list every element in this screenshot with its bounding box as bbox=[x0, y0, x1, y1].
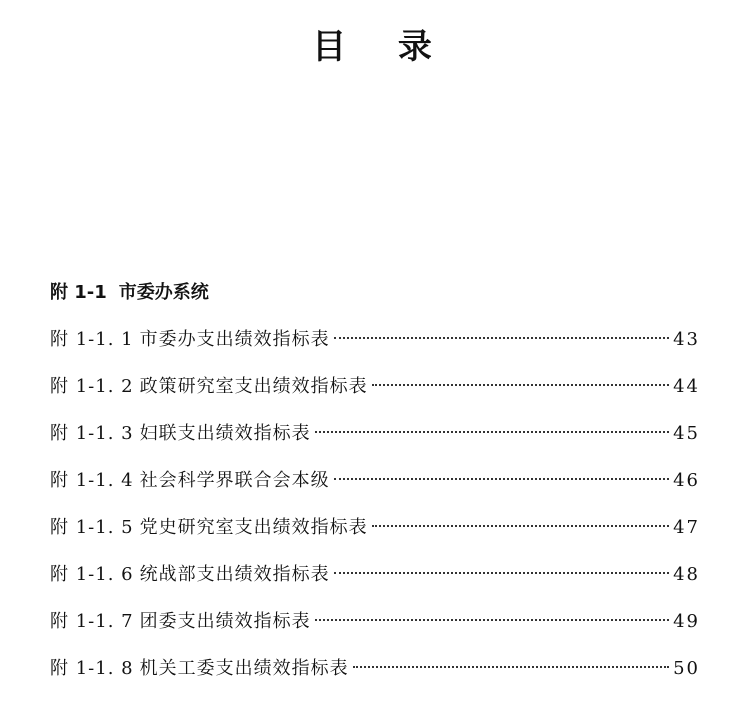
toc-entry-5[interactable] bbox=[50, 508, 700, 555]
toc-entry-label: 团委支出绩效指标表 bbox=[139, 611, 311, 632]
toc-page-number: 47 bbox=[673, 517, 700, 538]
toc-entry-prefix: 附 1-1. 4 bbox=[50, 470, 134, 491]
toc-entry-2[interactable] bbox=[50, 367, 700, 414]
toc-page-number: 46 bbox=[673, 470, 700, 491]
toc-entry-3[interactable] bbox=[50, 414, 700, 461]
toc-page-number: 45 bbox=[673, 423, 700, 444]
toc-entry-6[interactable] bbox=[50, 555, 700, 602]
toc-entry-prefix: 附 1-1. 2 bbox=[50, 376, 134, 397]
toc-entry-prefix: 附 1-1. 5 bbox=[50, 517, 134, 538]
toc-entry-prefix: 附 1-1. 1 bbox=[50, 329, 134, 350]
toc-entry-label: 妇联支出绩效指标表 bbox=[139, 423, 311, 444]
toc-entry-1[interactable] bbox=[50, 320, 700, 367]
toc-entry-prefix: 附 1-1. 7 bbox=[50, 611, 134, 632]
toc-leader-dots bbox=[315, 619, 669, 621]
toc-leader-dots bbox=[372, 384, 669, 386]
section-heading bbox=[50, 276, 209, 310]
toc-page-number: 43 bbox=[673, 329, 700, 350]
toc-entry-4[interactable] bbox=[50, 461, 700, 508]
toc-leader-dots bbox=[372, 525, 669, 527]
toc-entry-8[interactable] bbox=[50, 649, 700, 696]
toc-entry-label: 社会科学界联合会本级 bbox=[139, 470, 330, 491]
toc-leader-dots bbox=[334, 337, 669, 339]
toc-entry-prefix: 附 1-1. 6 bbox=[50, 564, 134, 585]
section-number: 附 1-1 bbox=[50, 282, 107, 303]
toc-page-number: 44 bbox=[673, 376, 700, 397]
toc-page-number: 50 bbox=[673, 658, 700, 679]
toc-entry-label: 市委办支出绩效指标表 bbox=[139, 329, 330, 350]
toc-entry-label: 统战部支出绩效指标表 bbox=[139, 564, 330, 585]
toc-leader-dots bbox=[334, 572, 669, 574]
toc-entry-7[interactable] bbox=[50, 602, 700, 649]
toc-page-number: 49 bbox=[673, 611, 700, 632]
toc-entry-prefix: 附 1-1. 8 bbox=[50, 658, 134, 679]
toc-page-number: 48 bbox=[673, 564, 700, 585]
toc-leader-dots bbox=[315, 431, 669, 433]
toc-entry-prefix: 附 1-1. 3 bbox=[50, 423, 134, 444]
page-title: 目 录 bbox=[312, 27, 452, 67]
toc-entry-label: 党史研究室支出绩效指标表 bbox=[139, 517, 368, 538]
toc-entry-label: 机关工委支出绩效指标表 bbox=[139, 658, 349, 679]
toc-entry-label: 政策研究室支出绩效指标表 bbox=[139, 376, 368, 397]
section-name: 市委办系统 bbox=[118, 282, 209, 303]
toc-leader-dots bbox=[334, 478, 669, 480]
toc-list bbox=[50, 320, 700, 696]
toc-leader-dots bbox=[353, 666, 669, 668]
